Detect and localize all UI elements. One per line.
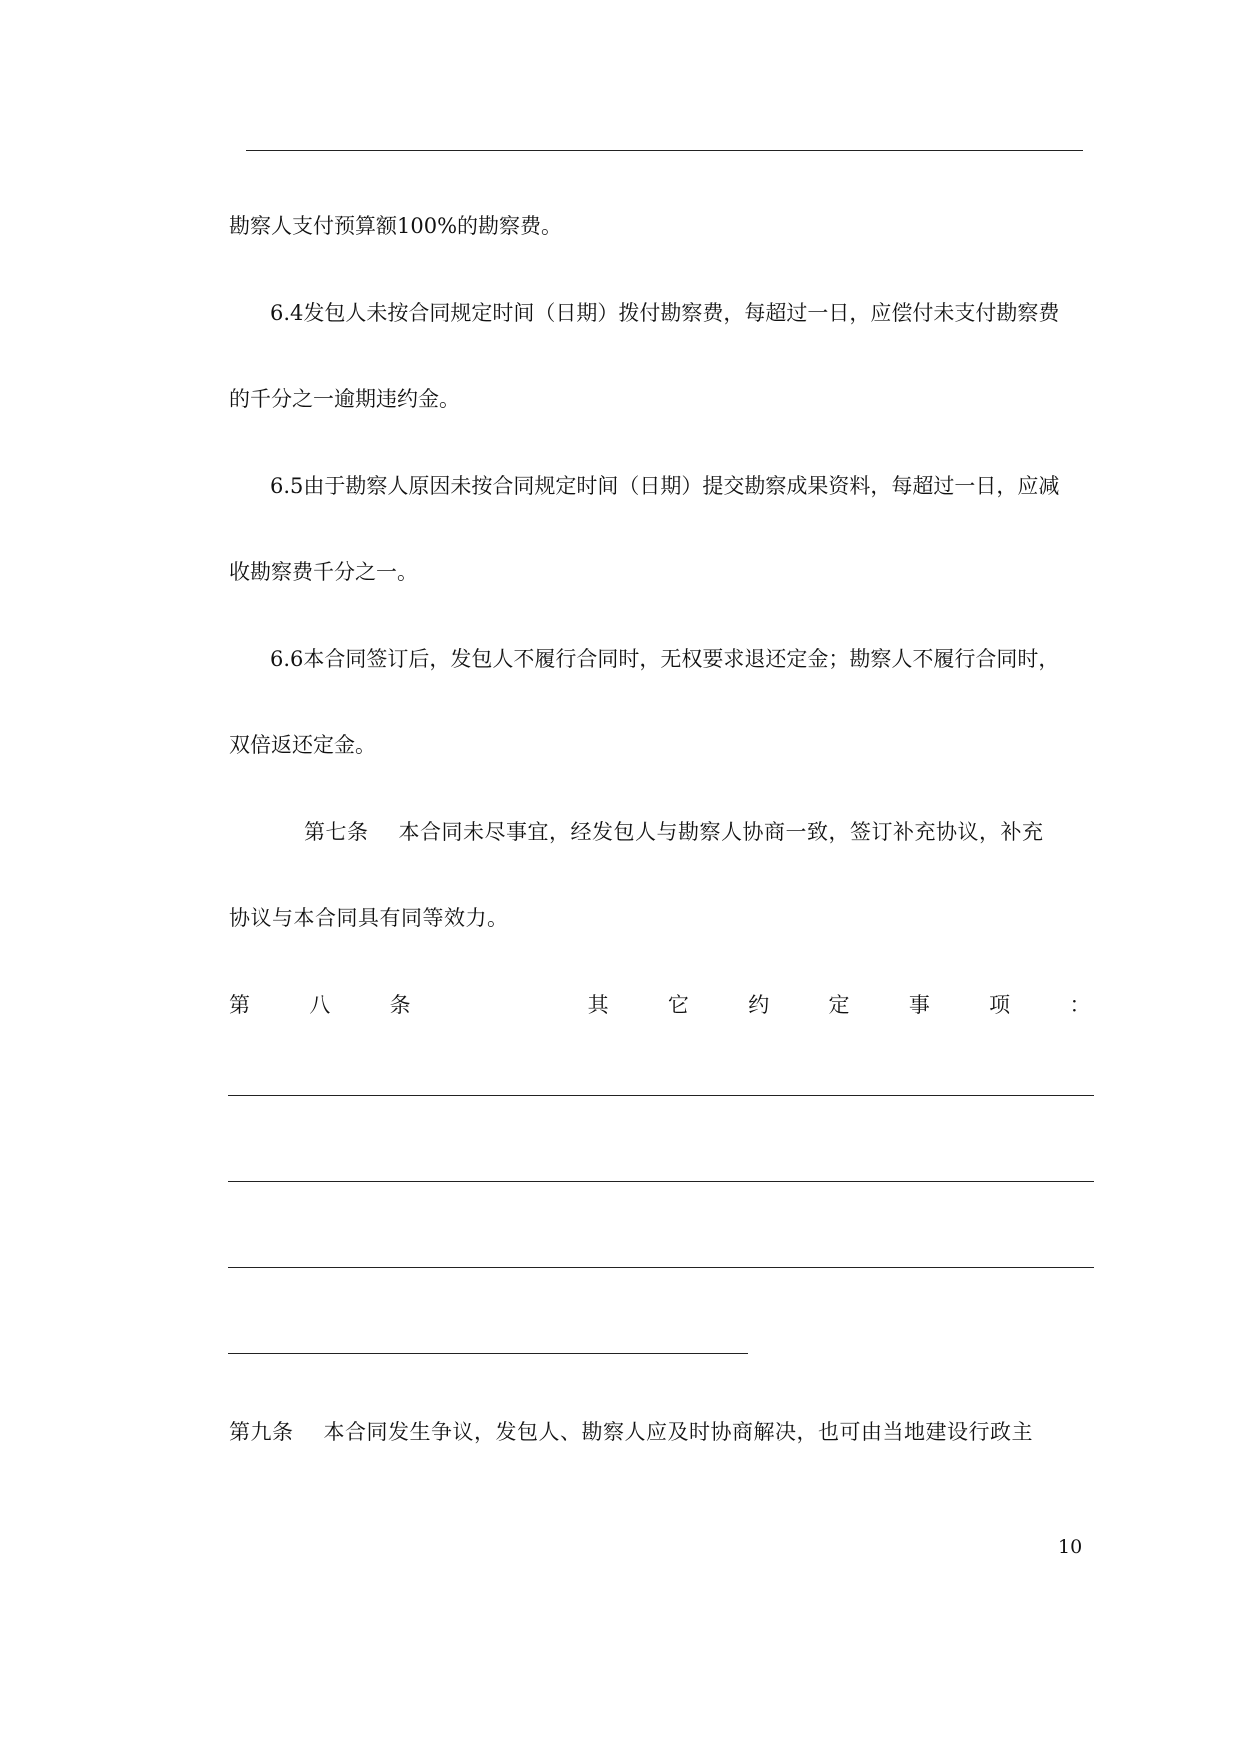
article-9-heading: 第九条: [229, 1420, 294, 1444]
clause-6-4-line1: 6.4发包人未按合同规定时间（日期）拨付勘察费，每超过一日，应偿付未支付勘察费: [270, 301, 1060, 325]
article-8-char: 第: [229, 993, 251, 1017]
article-8-char: 其: [587, 993, 610, 1017]
article-7-heading: 第七条: [304, 820, 369, 844]
clause-6-5-line2: 收勘察费千分之一。: [229, 560, 418, 584]
page-number: 10: [1058, 1536, 1083, 1558]
paragraph-line: 勘察人支付预算额100%的勘察费。: [229, 214, 563, 238]
blank-fill-line: [228, 1267, 1094, 1268]
clause-6-5-line1: 6.5由于勘察人原因未按合同规定时间（日期）提交勘察成果资料，每超过一日，应减: [270, 474, 1060, 498]
article-8-char: 事: [908, 993, 931, 1017]
article-8-char: ：: [1069, 993, 1091, 1017]
clause-6-6-line1: 6.6本合同签订后，发包人不履行合同时，无权要求退还定金；勘察人不履行合同时，: [270, 647, 1060, 671]
clause-6-6-line2: 双倍返还定金。: [229, 733, 376, 757]
article-8-char: 它: [667, 993, 690, 1017]
blank-fill-line: [228, 1181, 1094, 1182]
clause-6-4-line2: 的千分之一逾期违约金。: [229, 387, 460, 411]
article-8-char: 约: [748, 993, 770, 1017]
header-rule: [246, 150, 1083, 151]
article-8-heading: [229, 991, 1091, 1019]
article-8-char: 定: [828, 993, 850, 1017]
article-7-text: 本合同未尽事宜，经发包人与勘察人协商一致，签订补充协议，补充: [398, 820, 1044, 844]
article-8-char: 项: [989, 993, 1011, 1017]
article-8-char: 八: [309, 993, 331, 1017]
article-9-text: 本合同发生争议，发包人、勘察人应及时协商解决，也可由当地建设行政主: [323, 1420, 1033, 1444]
blank-fill-line: [228, 1353, 748, 1354]
article-8-char: 条: [389, 993, 412, 1017]
article-7-line2: 协议与本合同具有同等效力。: [229, 906, 509, 930]
article-9-line1: [229, 1418, 1099, 1446]
blank-fill-line: [228, 1095, 1094, 1096]
article-7-line1: [304, 818, 1099, 846]
